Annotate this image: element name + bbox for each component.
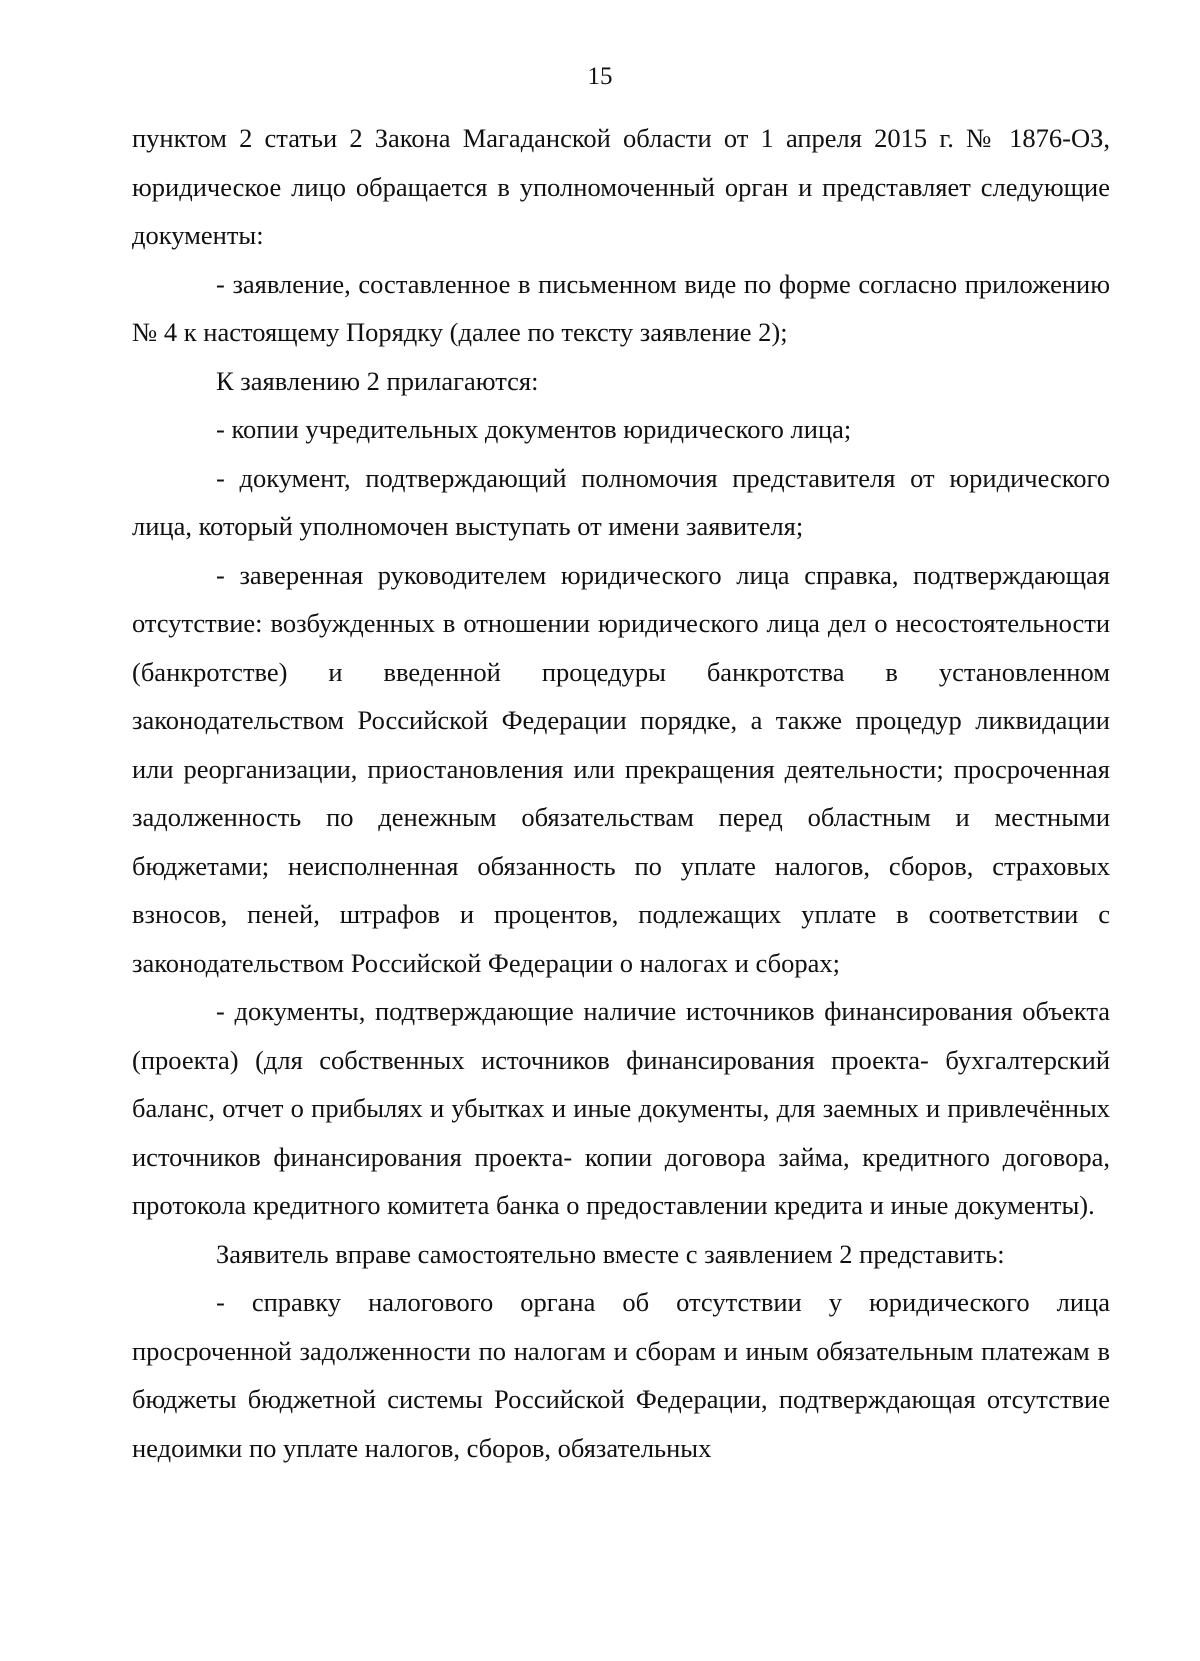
paragraph-optional-docs-heading: Заявитель вправе самостоятельно вместе с заявлением 2 представить: — [216, 1238, 1005, 1269]
paragraph-founding-docs-item: - копии учредительных документов юридического лица; — [216, 414, 852, 444]
paragraph-tax-certificate-item: - справку налогового органа об отсутствии у юридического лица просроченной задолженности по налогам и сборам и иным обязательным платежам в бюджеты бюджетной системы Российской Федерации, подтверждающая отсутствие недоимки по уплате налогов, сборов, обязательных — [132, 1287, 1110, 1463]
paragraph-authority-doc-item: - документ, подтверждающий полномочия представителя от юридического лица, который уполномочен выступать от имени заявителя; — [132, 462, 1110, 541]
paragraph-financing-docs-item: - документы, подтверждающие наличие источников финансирования объекта (проекта) (для собственных источников финансирования проекта- бухгалтерский баланс, отчет о прибылях и убытках и иные документы, для заемных и привлечённых источников финансирования проекта- копии договора займа, кредитного договора, протокола кредитного комитета банка о предоставлении кредита и иные документы). — [132, 996, 1110, 1220]
paragraph-attachments-heading: К заявлению 2 прилагаются: — [216, 365, 539, 396]
document-body — [132, 114, 1110, 1472]
paragraph-intro: пунктом 2 статьи 2 Закона Магаданской области от 1 апреля 2015 г. № 1876-ОЗ, юридическое лицо обращается в уполномоченный орган и представляет следующие документы: — [132, 123, 1110, 250]
page-number: 15 — [587, 63, 613, 90]
paragraph-application-item: - заявление, составленное в письменном виде по форме согласно приложению № 4 к настоящему Порядку (далее по тексту заявление 2); — [132, 268, 1110, 347]
paragraph-certificate-item: - заверенная руководителем юридического лица справка, подтверждающая отсутствие: возбужденных в отношении юридического лица дел о несостоятельности (банкротстве) и введенной процедуры банкротства в установленном законодательством Российской Федерации порядке, а также процедур ликвидации или реорганизации, приостановления или прекращения деятельности; просроченная задолженность по денежным обязательствам перед областным и местными бюджетами; неисполненная обязанность по уплате налогов, сборов, страховых взносов, пеней, штрафов и процентов, подлежащих уплате в соответствии с законодательством Российской Федерации о налогах и сборах; — [132, 559, 1110, 978]
